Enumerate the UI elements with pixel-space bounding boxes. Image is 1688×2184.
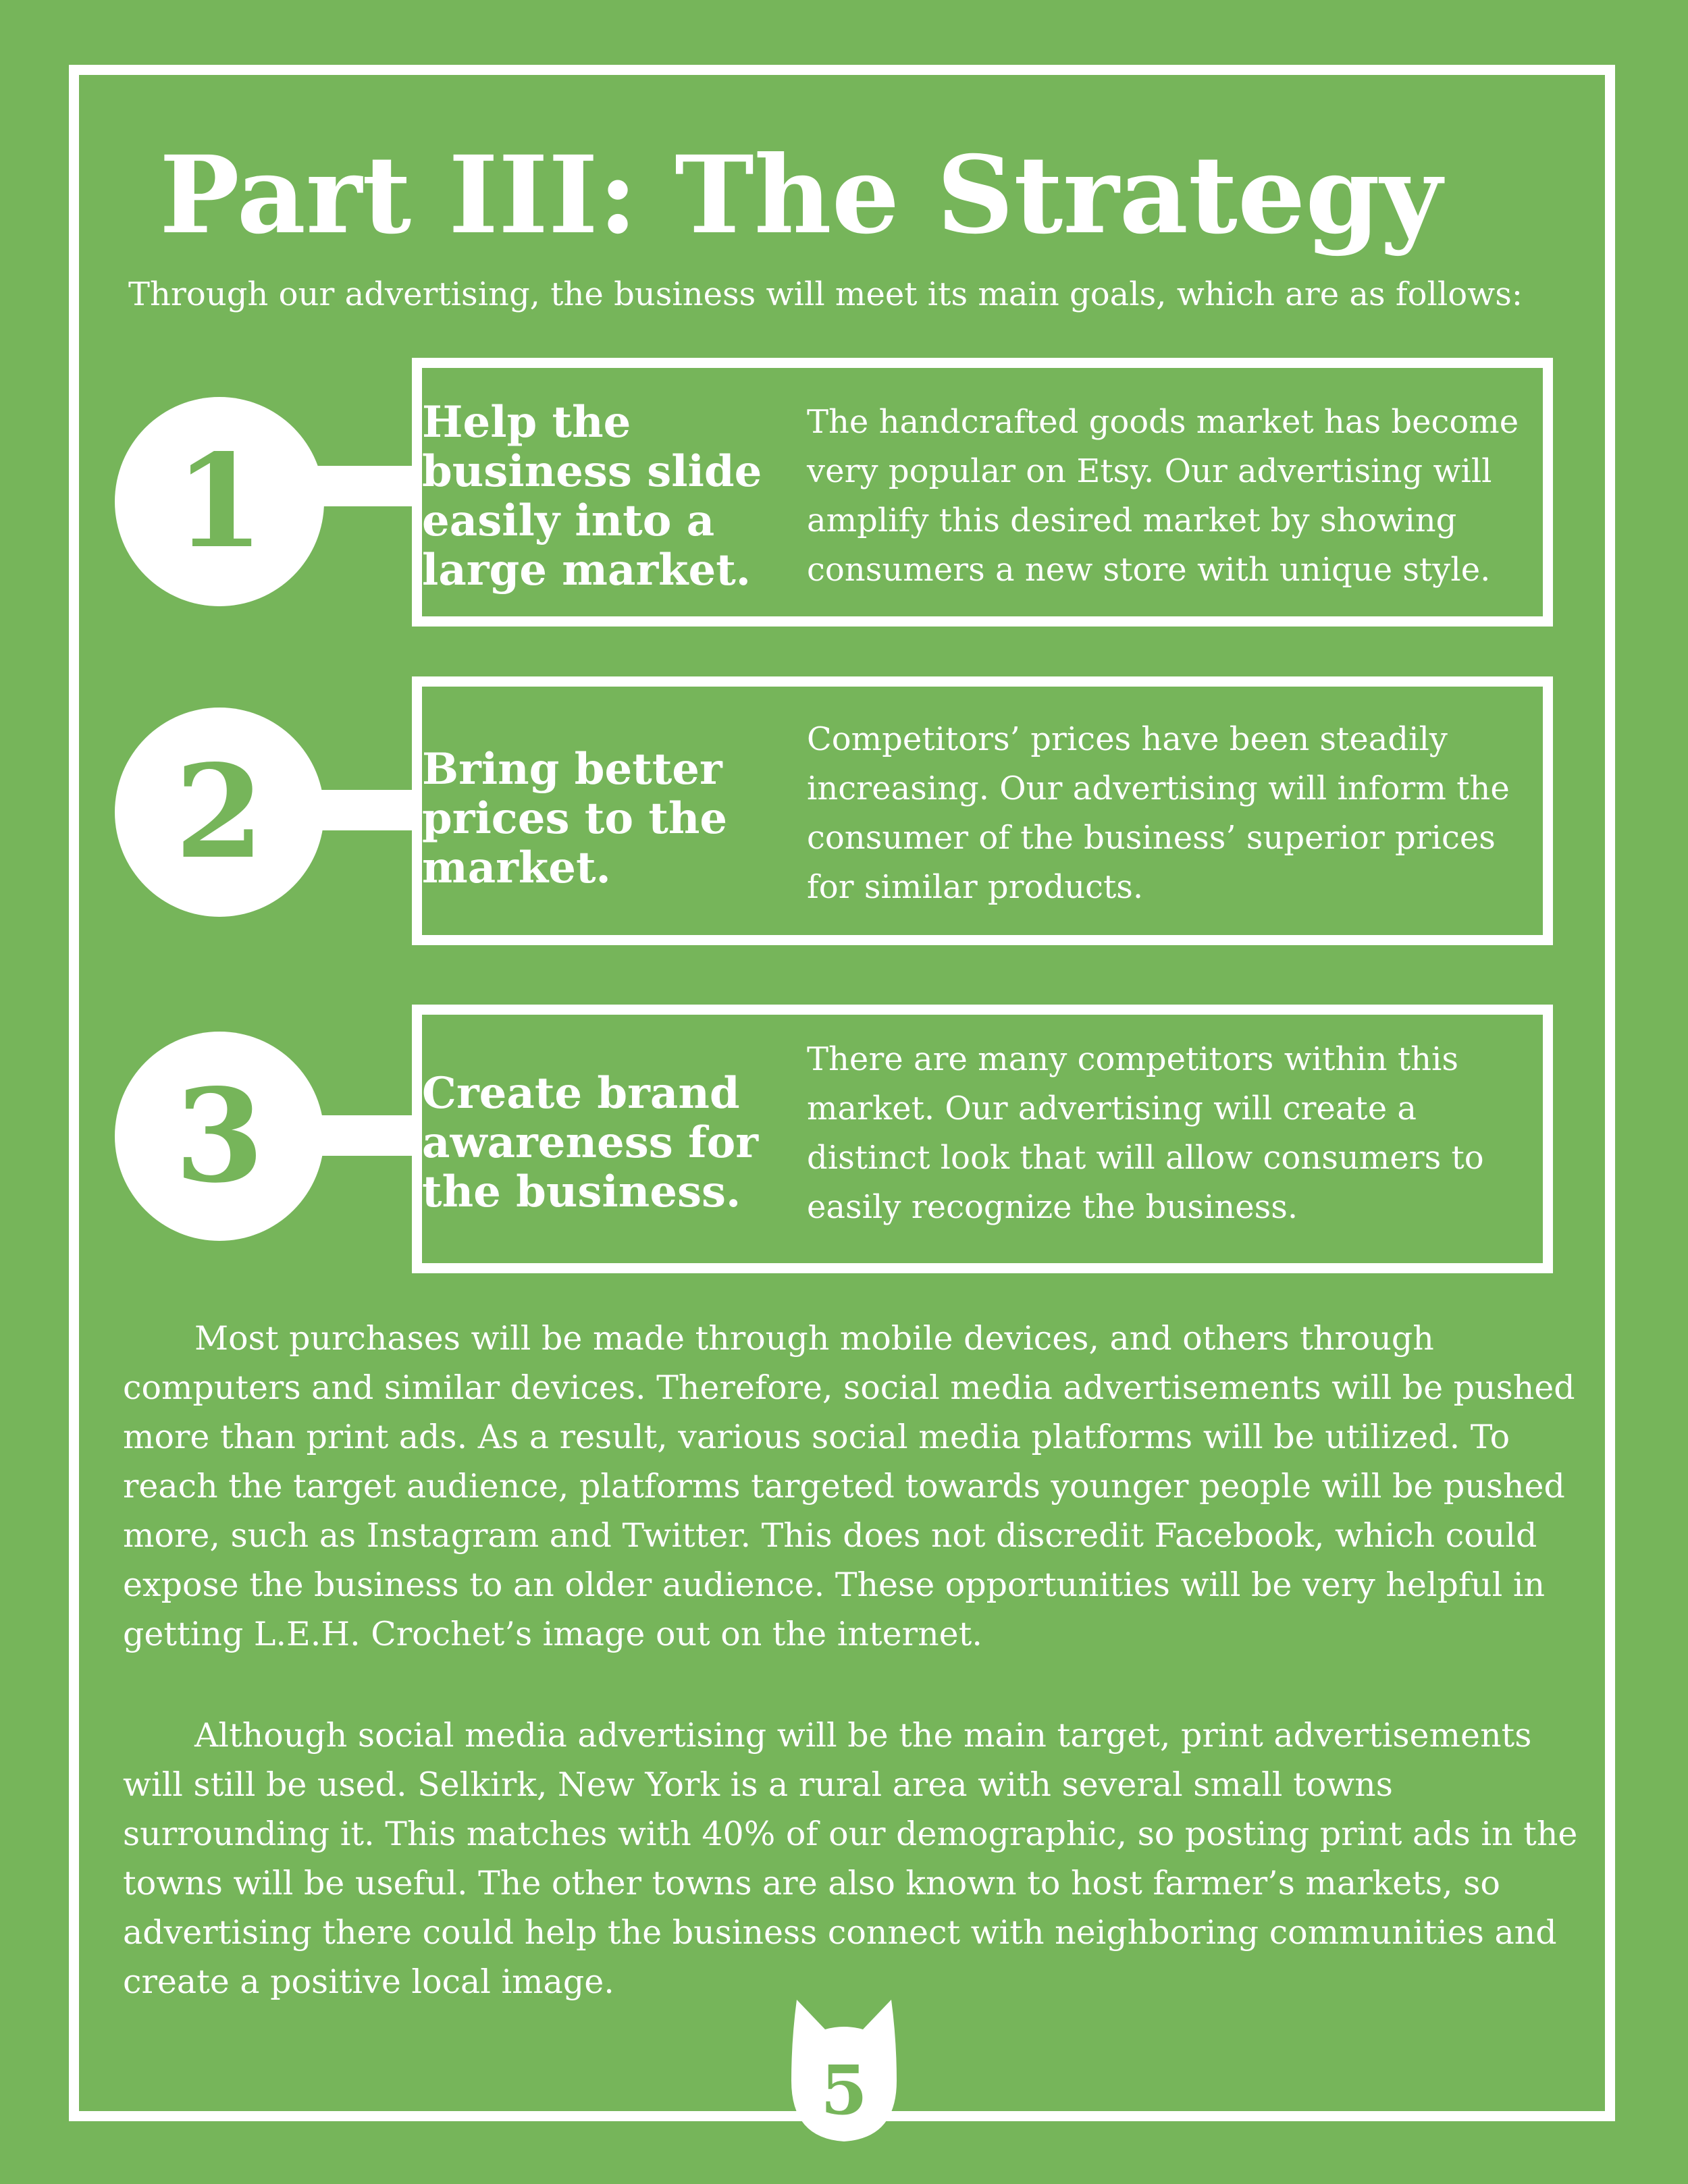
goal-heading (422, 1069, 773, 1217)
goal-heading-line: business slide (422, 446, 762, 497)
paragraph-line: advertising there could help the business connect with neighboring communities and (123, 1913, 1557, 1952)
goal-heading-line: the business. (422, 1167, 741, 1217)
goal-description (807, 1035, 1563, 1232)
paragraph-line: Most purchases will be made through mobile devices, and others through (194, 1319, 1434, 1358)
goal-description-line: increasing. Our advertising will inform the (807, 770, 1510, 807)
goal-description-line: amplify this desired market by showing (807, 502, 1457, 539)
goal-3 (115, 1005, 1553, 1273)
goal-description-line: market. Our advertising will create a (807, 1090, 1417, 1127)
paragraph-line: more than print ads. As a result, various social media platforms will be utilized. To (123, 1418, 1510, 1456)
goal-box (412, 676, 1553, 945)
goal-heading-line: Help the (422, 397, 631, 448)
paragraph-line: create a positive local image. (123, 1963, 614, 2001)
goal-2 (115, 676, 1553, 945)
paragraph-line: towns will be useful. The other towns are also known to host farmer’s markets, so (123, 1864, 1500, 1902)
goal-description-line: for similar products. (807, 868, 1144, 906)
goal-heading-line: large market. (422, 545, 751, 595)
goal-description-line: The handcrafted goods market has become (807, 403, 1519, 441)
goal-heading-line: Create brand (422, 1068, 740, 1119)
body-paragraph (123, 1711, 1595, 2006)
goal-heading (422, 398, 773, 595)
goal-heading-line: awareness for (422, 1117, 758, 1168)
intro-text: Through our advertising, the business will meet its main goals, which are as follows: (128, 275, 1523, 313)
goal-heading-line: prices to the (422, 793, 728, 844)
goal-description-line: easily recognize the business. (807, 1188, 1298, 1226)
goal-description-line: distinct look that will allow consumers to (807, 1139, 1484, 1177)
goal-description-line: consumer of the business’ superior prices (807, 819, 1496, 857)
goal-heading-line: market. (422, 843, 611, 893)
page-number: 5 (820, 2050, 868, 2130)
goal-description-line: Competitors’ prices have been steadily (807, 720, 1448, 758)
page-number-badge (776, 2000, 912, 2148)
paragraph-line: more, such as Instagram and Twitter. This does not discredit Facebook, which could (123, 1516, 1537, 1555)
paragraph-line: Although social media advertising will be the main target, print advertisements (194, 1716, 1532, 1755)
goal-heading-line: easily into a (422, 496, 715, 546)
goal-number-badge: 2 (115, 708, 324, 917)
goal-1 (115, 358, 1553, 627)
goal-description-line: very popular on Etsy. Our advertising will (807, 452, 1492, 490)
paragraph-line: expose the business to an older audience. These opportunities will be very helpful in (123, 1566, 1546, 1604)
paragraph-line: surrounding it. This matches with 40% of our demographic, so posting print ads in the (123, 1815, 1578, 1853)
paragraph-line: reach the target audience, platforms targeted towards younger people will be pushed (123, 1467, 1565, 1506)
paragraph-line: getting L.E.H. Crochet’s image out on the internet. (123, 1615, 982, 1653)
body-paragraph (123, 1314, 1595, 1659)
page-title: Part III: The Strategy (159, 133, 1442, 258)
goal-box (412, 358, 1553, 627)
goal-heading (422, 745, 773, 893)
goal-number-badge: 3 (115, 1032, 324, 1241)
goal-description-line: consumers a new store with unique style. (807, 551, 1491, 589)
goal-heading-line: Bring better (422, 744, 722, 795)
goal-description (807, 398, 1563, 595)
goal-description-line: There are many competitors within this (807, 1040, 1459, 1078)
paragraph-line: will still be used. Selkirk, New York is a rural area with several small towns (123, 1765, 1393, 1804)
goal-description (807, 715, 1563, 912)
paragraph-line: computers and similar devices. Therefore, social media advertisements will be pushed (123, 1368, 1575, 1407)
goal-number-badge: 1 (115, 397, 324, 606)
goal-box (412, 1005, 1553, 1273)
